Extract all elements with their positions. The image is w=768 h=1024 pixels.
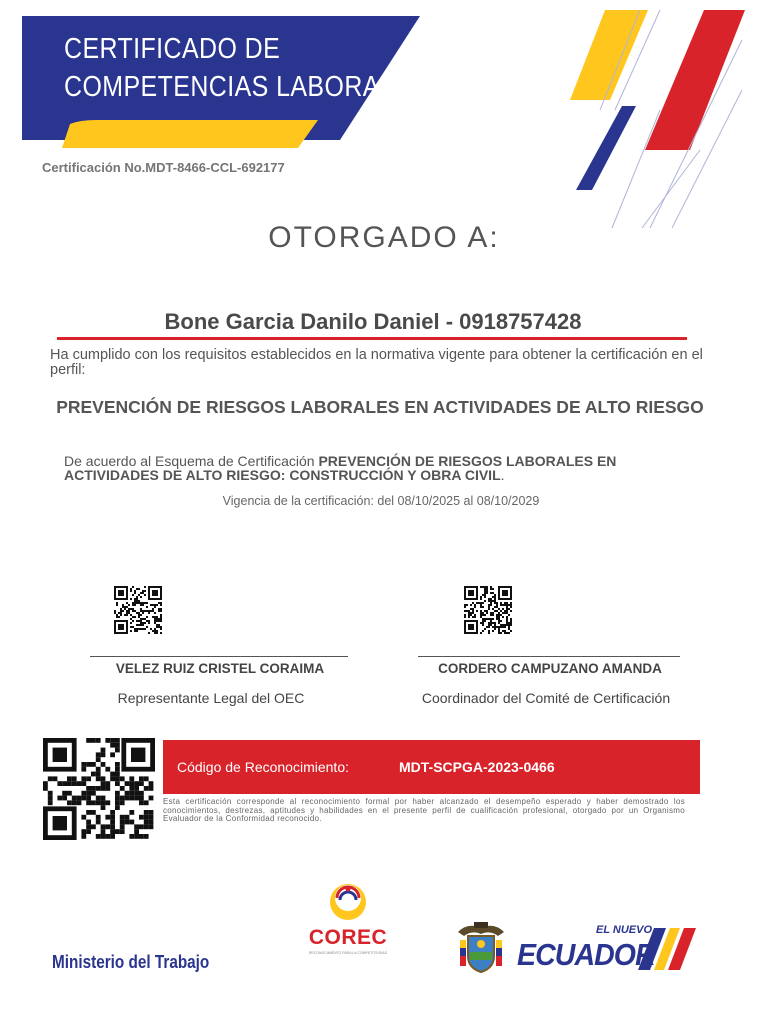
header-banner <box>0 0 768 240</box>
certification-number: Certificación No.MDT-8466-CCL-692177 <box>42 160 285 175</box>
ministry-label: Ministerio del Trabajo <box>52 952 210 972</box>
corec-name: COREC <box>308 926 388 949</box>
signer-name-left: VELEZ RUIZ CRISTEL CORAIMA <box>115 661 325 676</box>
recipient-underline <box>57 337 687 340</box>
signer-role-left: Representante Legal del OEC <box>117 690 305 706</box>
signer-role-right: Coordinador del Comité de Certificación <box>421 690 671 706</box>
validity-period: Vigencia de la certificación: del 08/10/2025 al 08/10/2029 <box>222 494 540 508</box>
corec-subtitle: RECONOCIMIENTO PARA LA COMPETITIVIDAD <box>308 951 388 955</box>
signature-line-right <box>418 656 680 657</box>
scheme-suffix: . <box>500 467 505 483</box>
certificate-title-line2: COMPETENCIAS LABORALES <box>64 71 429 103</box>
legal-disclaimer: Esta certificación corresponde al reconocimiento formal por haber alcanzado el desempeño esperado y haber demostrado los conocimientos, destrezas, aptitudes y habilidades en el presente perfil de cualificación profesional, otorgado por un Organismo Evaluador de la Conformidad reconocido. <box>163 797 685 824</box>
awarded-to-heading: OTORGADO A: <box>268 221 500 254</box>
coat-of-arms-icon <box>454 918 508 976</box>
recipient-name: Bone Garcia Danilo Daniel - 0918757428 <box>164 309 582 334</box>
recognition-code-label: Código de Reconocimiento: <box>177 759 349 775</box>
recognition-code-box <box>163 740 700 794</box>
scheme-prefix: De acuerdo al Esquema de Certificación <box>64 453 319 469</box>
signature-qr-icon-right[interactable] <box>464 586 512 634</box>
el-nuevo-label: EL NUEVO <box>596 924 653 936</box>
certificate-title-line1: CERTIFICADO DE <box>64 33 281 65</box>
ecuador-label: ECUADOR <box>517 937 655 972</box>
certification-profile: PREVENCIÓN DE RIESGOS LABORALES EN ACTIVIDADES DE ALTO RIESGO <box>56 397 704 417</box>
signature-qr-icon-left[interactable] <box>114 586 162 634</box>
scheme-text <box>64 454 714 482</box>
scheme-name: PREVENCIÓN DE RIESGOS LABORALES EN ACTIVIDADES DE ALTO RIESGO: CONSTRUCCIÓN Y OBRA CIVIL <box>64 453 617 483</box>
signature-line-left <box>90 656 348 657</box>
recognition-code-value: MDT-SCPGA-2023-0466 <box>399 759 555 775</box>
requirements-text: Ha cumplido con los requisitos establecidos en la normativa vigente para obtener la certificación en el perfil: <box>50 347 703 378</box>
signer-name-right: CORDERO CAMPUZANO AMANDA <box>438 661 662 676</box>
verification-qr-icon[interactable] <box>43 738 155 840</box>
